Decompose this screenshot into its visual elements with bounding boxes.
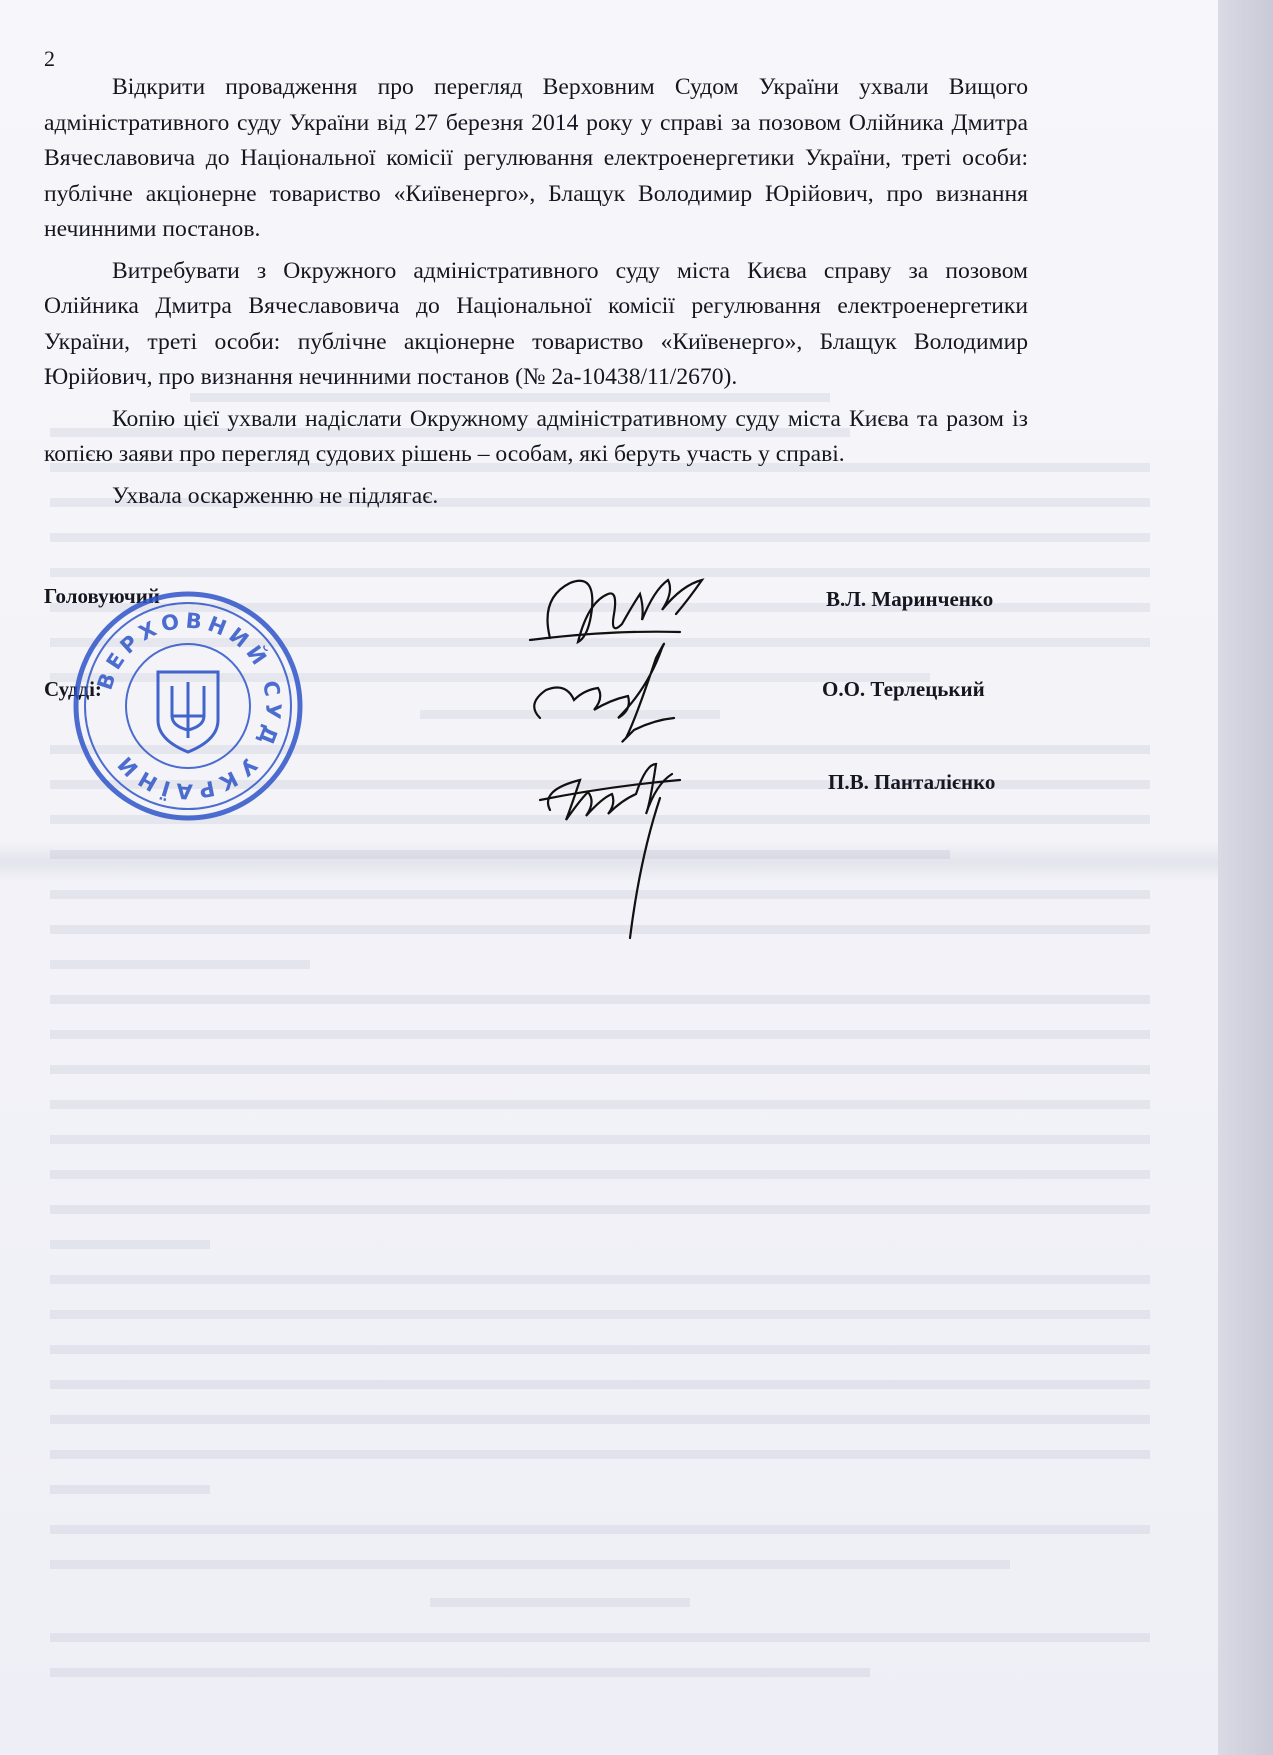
paper-edge [1218, 0, 1273, 1755]
judges-label: Судді: [44, 677, 102, 701]
judge-name-1: О.О. Терлецький [822, 677, 985, 701]
judge-name-2: П.В. Панталієнко [828, 770, 996, 794]
paragraph-not-appealable: Ухвала оскарженню не підлягає. [112, 482, 439, 509]
trident-emblem-icon [158, 672, 218, 752]
presiding-label: Головуючий [44, 584, 160, 608]
paragraph-request-case: Витребувати з Окружного адміністративного суду міста Києва справу за позовом Олійника Дмитра Вячеславовича до Національної комісії регулювання електроенергетики України, треті особи: публічне акціонерне товариство «Київенерго», Блащук Володимир Юрійович, про визнання нечинними постанов (№ 2а-10438/11/2670). [44, 257, 1028, 390]
stamp-text: ВЕРХОВНИЙ СУД УКРАЇНИ [92, 608, 286, 804]
paragraph-open-proceedings: Відкрити провадження про перегляд Верховним Судом України ухвали Вищого адміністративного суду України від 27 березня 2014 року у справі за позовом Олійника Дмитра Вячеславовича до Національної комісії регулювання електроенергетики України, треті особи: публічне акціонерне товариство «Київенерго», Блащук Володимир Юрійович, про визнання нечинними постанов. [44, 74, 1028, 242]
page-number: 2 [44, 46, 55, 71]
ruling-text [44, 70, 1028, 515]
judges-signatures [520, 548, 740, 943]
court-seal-stamp [72, 590, 304, 822]
presiding-judge-name: В.Л. Маринченко [826, 587, 994, 611]
paragraph-send-copy: Копію цієї ухвали надіслати Окружному адміністративному суду міста Києва та разом із копією заяви про перегляд судових рішень – особам, які беруть участь у справі. [44, 405, 1028, 467]
